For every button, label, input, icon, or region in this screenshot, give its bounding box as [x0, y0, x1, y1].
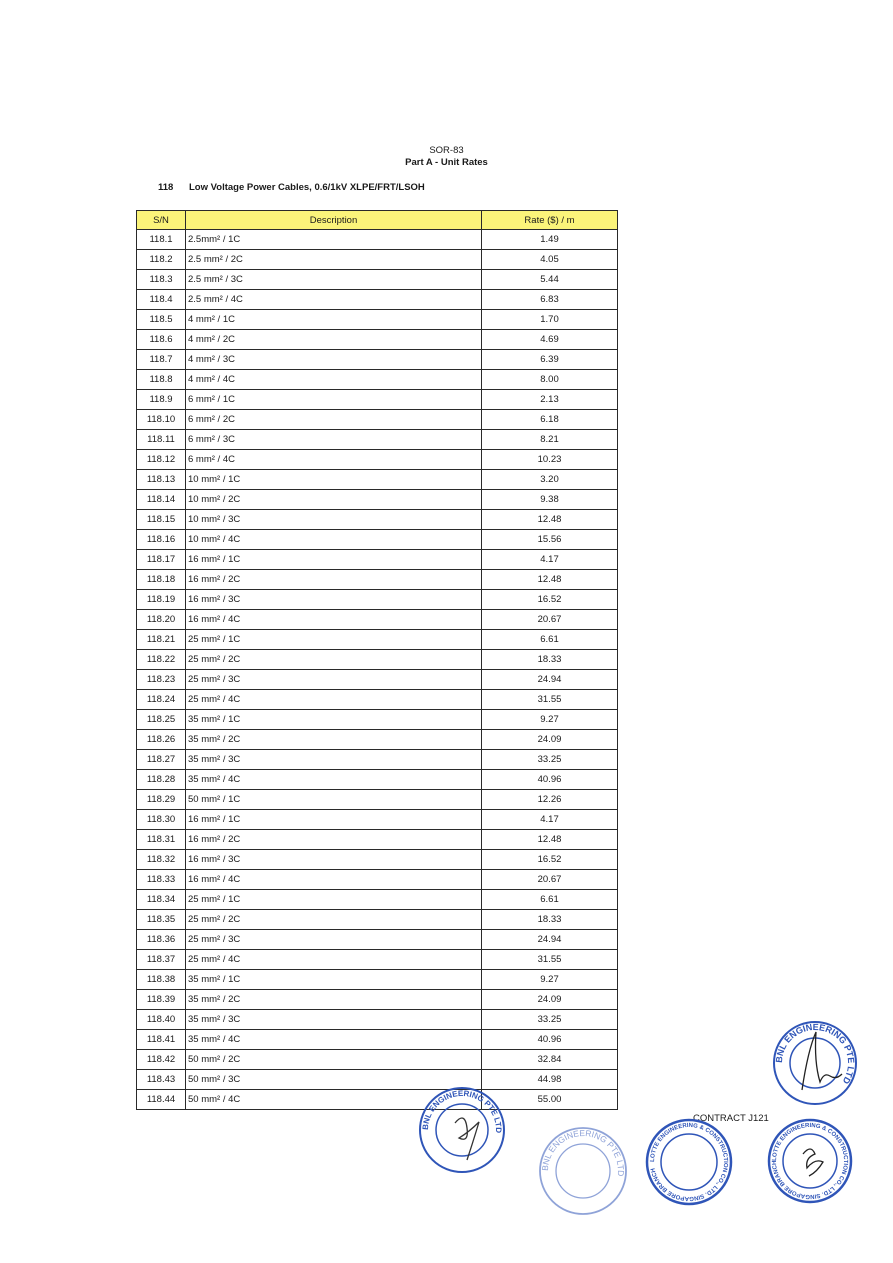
table-row — [137, 790, 618, 810]
row-description: 10 mm² / 2C — [186, 490, 482, 510]
row-sn: 118.31 — [137, 830, 186, 850]
row-sn: 118.36 — [137, 930, 186, 950]
row-description: 16 mm² / 2C — [186, 830, 482, 850]
row-sn: 118.7 — [137, 350, 186, 370]
row-sn: 118.25 — [137, 710, 186, 730]
row-rate: 24.09 — [482, 990, 618, 1010]
bnl-stamp-faint-text: BNL ENGINEERING PTE LTD — [539, 1127, 627, 1177]
table-row — [137, 730, 618, 750]
table-row — [137, 450, 618, 470]
row-sn: 118.34 — [137, 890, 186, 910]
row-sn: 118.40 — [137, 1010, 186, 1030]
row-rate: 44.98 — [482, 1070, 618, 1090]
row-description: 25 mm² / 1C — [186, 890, 482, 910]
table-row — [137, 470, 618, 490]
row-description: 10 mm² / 3C — [186, 510, 482, 530]
row-description: 35 mm² / 3C — [186, 750, 482, 770]
table-row — [137, 430, 618, 450]
row-rate: 6.61 — [482, 630, 618, 650]
row-sn: 118.20 — [137, 610, 186, 630]
table-row — [137, 270, 618, 290]
row-sn: 118.21 — [137, 630, 186, 650]
row-description: 10 mm² / 1C — [186, 470, 482, 490]
row-sn: 118.41 — [137, 1030, 186, 1050]
table-row — [137, 1030, 618, 1050]
row-sn: 118.13 — [137, 470, 186, 490]
header-sn: S/N — [137, 211, 186, 230]
lotte-stamp — [645, 1118, 733, 1206]
row-sn: 118.44 — [137, 1090, 186, 1110]
bnl-stamp-faint — [537, 1125, 629, 1217]
row-rate: 9.38 — [482, 490, 618, 510]
table-row — [137, 1070, 618, 1090]
row-description: 16 mm² / 3C — [186, 590, 482, 610]
row-description: 25 mm² / 1C — [186, 630, 482, 650]
table-row — [137, 510, 618, 530]
row-rate: 15.56 — [482, 530, 618, 550]
row-description: 16 mm² / 1C — [186, 810, 482, 830]
row-rate: 31.55 — [482, 950, 618, 970]
table-row — [137, 810, 618, 830]
row-rate: 4.17 — [482, 810, 618, 830]
row-rate: 12.48 — [482, 570, 618, 590]
row-rate: 18.33 — [482, 910, 618, 930]
row-rate: 6.18 — [482, 410, 618, 430]
row-sn: 118.5 — [137, 310, 186, 330]
row-sn: 118.29 — [137, 790, 186, 810]
row-rate: 4.69 — [482, 330, 618, 350]
row-description: 25 mm² / 2C — [186, 910, 482, 930]
row-description: 50 mm² / 1C — [186, 790, 482, 810]
bnl-stamp-right-text: BNL ENGINEERING PTE LTD — [773, 1021, 857, 1086]
row-description: 16 mm² / 4C — [186, 870, 482, 890]
row-sn: 118.15 — [137, 510, 186, 530]
table-row — [137, 710, 618, 730]
table-row — [137, 910, 618, 930]
unit-rates-table — [136, 210, 618, 1110]
row-rate: 18.33 — [482, 650, 618, 670]
row-description: 6 mm² / 2C — [186, 410, 482, 430]
table-row — [137, 1010, 618, 1030]
row-rate: 40.96 — [482, 770, 618, 790]
table-body — [137, 230, 618, 1110]
row-sn: 118.12 — [137, 450, 186, 470]
row-description: 2.5mm² / 1C — [186, 230, 482, 250]
header-description: Description — [186, 211, 482, 230]
row-sn: 118.18 — [137, 570, 186, 590]
table-row — [137, 290, 618, 310]
table-row — [137, 850, 618, 870]
table-row — [137, 230, 618, 250]
row-rate: 3.20 — [482, 470, 618, 490]
row-sn: 118.37 — [137, 950, 186, 970]
row-rate: 16.52 — [482, 850, 618, 870]
bnl-stamp-right — [772, 1020, 858, 1106]
row-sn: 118.39 — [137, 990, 186, 1010]
table-row — [137, 250, 618, 270]
row-description: 4 mm² / 4C — [186, 370, 482, 390]
row-description: 4 mm² / 2C — [186, 330, 482, 350]
row-description: 2.5 mm² / 3C — [186, 270, 482, 290]
row-description: 10 mm² / 4C — [186, 530, 482, 550]
row-rate: 32.84 — [482, 1050, 618, 1070]
contract-label: CONTRACT J121 — [693, 1113, 769, 1124]
row-sn: 118.27 — [137, 750, 186, 770]
row-description: 25 mm² / 2C — [186, 650, 482, 670]
row-sn: 118.4 — [137, 290, 186, 310]
table-row — [137, 490, 618, 510]
row-rate: 24.94 — [482, 930, 618, 950]
table-row — [137, 590, 618, 610]
row-sn: 118.26 — [137, 730, 186, 750]
row-sn: 118.42 — [137, 1050, 186, 1070]
svg-text:BNL ENGINEERING PTE LTD — [421, 1089, 503, 1133]
table-row — [137, 770, 618, 790]
row-sn: 118.3 — [137, 270, 186, 290]
row-description: 16 mm² / 2C — [186, 570, 482, 590]
row-sn: 118.6 — [137, 330, 186, 350]
row-sn: 118.11 — [137, 430, 186, 450]
row-sn: 118.2 — [137, 250, 186, 270]
row-description: 25 mm² / 4C — [186, 690, 482, 710]
row-description: 25 mm² / 3C — [186, 930, 482, 950]
table-row — [137, 1050, 618, 1070]
row-description: 35 mm² / 4C — [186, 770, 482, 790]
row-sn: 118.19 — [137, 590, 186, 610]
row-rate: 10.23 — [482, 450, 618, 470]
row-sn: 118.10 — [137, 410, 186, 430]
section-number: 118 — [158, 182, 174, 193]
row-sn: 118.32 — [137, 850, 186, 870]
row-sn: 118.16 — [137, 530, 186, 550]
document-code: SOR-83 — [429, 145, 464, 156]
row-description: 35 mm² / 3C — [186, 1010, 482, 1030]
table-row — [137, 350, 618, 370]
table-row — [137, 930, 618, 950]
row-rate: 6.61 — [482, 890, 618, 910]
signature — [803, 1149, 823, 1176]
signature — [455, 1118, 479, 1160]
svg-text:BNL ENGINEERING PTE LTD — [774, 1022, 856, 1086]
svg-text:BNL ENGINEERING PTE LTD — [540, 1128, 626, 1177]
row-description: 35 mm² / 1C — [186, 970, 482, 990]
table-row — [137, 970, 618, 990]
row-rate: 1.70 — [482, 310, 618, 330]
row-rate: 55.00 — [482, 1090, 618, 1110]
bnl-stamp-text: BNL ENGINEERING PTE LTD — [420, 1088, 504, 1134]
signature — [802, 1032, 842, 1090]
table-header-row — [137, 211, 618, 230]
row-rate: 12.48 — [482, 830, 618, 850]
row-rate: 40.96 — [482, 1030, 618, 1050]
row-rate: 20.67 — [482, 870, 618, 890]
table-row — [137, 390, 618, 410]
row-description: 6 mm² / 1C — [186, 390, 482, 410]
row-rate: 20.67 — [482, 610, 618, 630]
lotte-stamp-text: LOTTE ENGINEERING & CONSTRUCTION CO., LTD. SINGAPORE BRANCH — [649, 1122, 729, 1202]
row-rate: 5.44 — [482, 270, 618, 290]
row-rate: 1.49 — [482, 230, 618, 250]
table-row — [137, 1090, 618, 1110]
table-row — [137, 690, 618, 710]
row-description: 16 mm² / 1C — [186, 550, 482, 570]
table-row — [137, 950, 618, 970]
table-row — [137, 990, 618, 1010]
row-description: 16 mm² / 3C — [186, 850, 482, 870]
row-rate: 33.25 — [482, 1010, 618, 1030]
row-description: 4 mm² / 3C — [186, 350, 482, 370]
row-description: 35 mm² / 2C — [186, 990, 482, 1010]
row-rate: 33.25 — [482, 750, 618, 770]
table-row — [137, 330, 618, 350]
row-rate: 8.21 — [482, 430, 618, 450]
row-rate: 24.94 — [482, 670, 618, 690]
row-rate: 8.00 — [482, 370, 618, 390]
row-description: 4 mm² / 1C — [186, 310, 482, 330]
row-sn: 118.9 — [137, 390, 186, 410]
row-rate: 2.13 — [482, 390, 618, 410]
table-row — [137, 410, 618, 430]
row-sn: 118.1 — [137, 230, 186, 250]
row-description: 16 mm² / 4C — [186, 610, 482, 630]
row-description: 35 mm² / 1C — [186, 710, 482, 730]
table-row — [137, 630, 618, 650]
table-row — [137, 670, 618, 690]
row-rate: 6.39 — [482, 350, 618, 370]
table-row — [137, 570, 618, 590]
table-row — [137, 890, 618, 910]
bnl-stamp-center — [417, 1085, 507, 1175]
row-rate: 31.55 — [482, 690, 618, 710]
section-heading — [158, 182, 425, 193]
row-rate: 4.17 — [482, 550, 618, 570]
table-row — [137, 370, 618, 390]
row-sn: 118.43 — [137, 1070, 186, 1090]
table-row — [137, 530, 618, 550]
table-row — [137, 610, 618, 630]
row-description: 50 mm² / 4C — [186, 1090, 482, 1110]
row-description: 6 mm² / 3C — [186, 430, 482, 450]
row-rate: 6.83 — [482, 290, 618, 310]
row-sn: 118.14 — [137, 490, 186, 510]
row-description: 50 mm² / 3C — [186, 1070, 482, 1090]
row-description: 2.5 mm² / 2C — [186, 250, 482, 270]
table-row — [137, 650, 618, 670]
section-title: Low Voltage Power Cables, 0.6/1kV XLPE/FRT/LSOH — [189, 182, 425, 193]
lotte-stamp-signed — [767, 1118, 853, 1204]
row-description: 35 mm² / 2C — [186, 730, 482, 750]
lotte-stamp-signed-text: LOTTE ENGINEERING & CONSTRUCTION CO., LTD. SINGAPORE BRANCH — [771, 1122, 849, 1200]
row-sn: 118.8 — [137, 370, 186, 390]
table-row — [137, 550, 618, 570]
row-rate: 9.27 — [482, 710, 618, 730]
row-sn: 118.28 — [137, 770, 186, 790]
row-rate: 12.26 — [482, 790, 618, 810]
row-sn: 118.33 — [137, 870, 186, 890]
row-sn: 118.22 — [137, 650, 186, 670]
table-row — [137, 870, 618, 890]
row-description: 35 mm² / 4C — [186, 1030, 482, 1050]
row-rate: 9.27 — [482, 970, 618, 990]
row-rate: 4.05 — [482, 250, 618, 270]
row-description: 25 mm² / 3C — [186, 670, 482, 690]
row-sn: 118.35 — [137, 910, 186, 930]
row-rate: 24.09 — [482, 730, 618, 750]
row-sn: 118.24 — [137, 690, 186, 710]
row-sn: 118.38 — [137, 970, 186, 990]
row-description: 50 mm² / 2C — [186, 1050, 482, 1070]
row-sn: 118.23 — [137, 670, 186, 690]
table-row — [137, 750, 618, 770]
document-subtitle: Part A - Unit Rates — [405, 157, 488, 168]
row-rate: 16.52 — [482, 590, 618, 610]
row-description: 25 mm² / 4C — [186, 950, 482, 970]
table-row — [137, 830, 618, 850]
header-rate: Rate ($) / m — [482, 211, 618, 230]
row-sn: 118.30 — [137, 810, 186, 830]
row-description: 2.5 mm² / 4C — [186, 290, 482, 310]
row-rate: 12.48 — [482, 510, 618, 530]
table-row — [137, 310, 618, 330]
row-sn: 118.17 — [137, 550, 186, 570]
row-description: 6 mm² / 4C — [186, 450, 482, 470]
